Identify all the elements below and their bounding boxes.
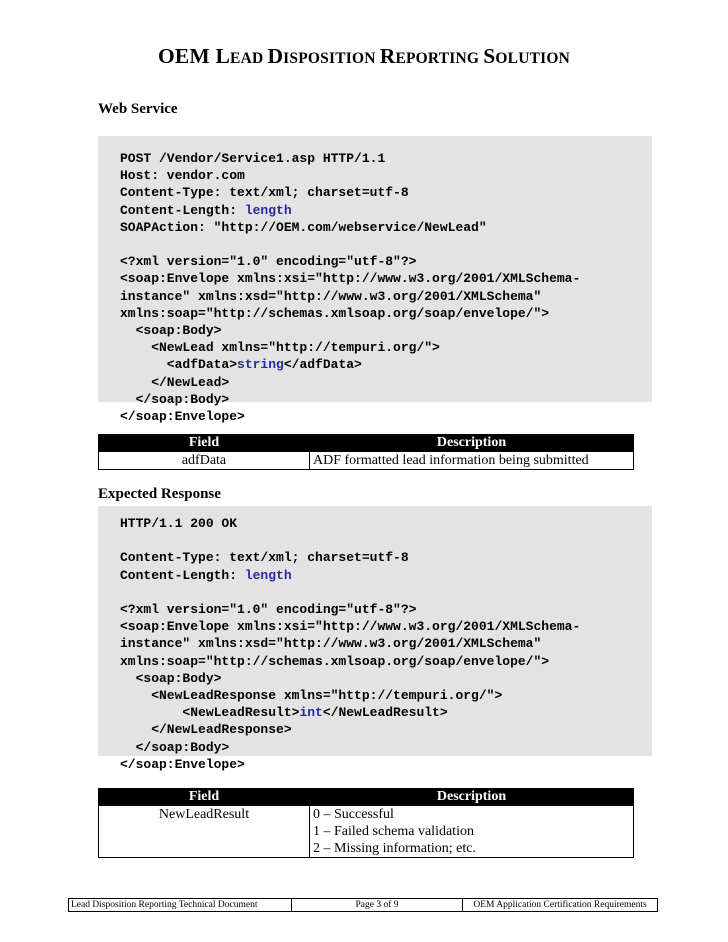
- code-line: SOAPAction: "http://OEM.com/webservice/NewLead": [120, 219, 487, 235]
- expected-response-heading: Expected Response: [98, 486, 221, 502]
- title-part: ISPOSITION: [283, 50, 380, 67]
- code-line: <NewLead xmlns="http://tempuri.org/">: [120, 340, 440, 356]
- code-line: xmlns:soap="http://schemas.xmlsoap.org/soap/envelope/">: [120, 305, 550, 321]
- title-part: OEM L: [157, 44, 231, 68]
- request-field-table: [98, 434, 634, 470]
- code-line: xmlns:soap="http://schemas.xmlsoap.org/soap/envelope/">: [120, 653, 550, 669]
- code-line: <soap:Body>: [120, 323, 222, 339]
- table-cell-field: adfData: [99, 452, 310, 470]
- code-line: <soap:Envelope xmlns:xsi="http://www.w3.org/2001/XMLSchema-: [120, 619, 581, 635]
- code-line: Host: vendor.com: [120, 168, 245, 184]
- code-line: Content-Length:: [120, 202, 245, 218]
- table-row: [99, 452, 634, 470]
- result-code-line: 0 – Successful: [313, 807, 394, 822]
- code-line: </NewLead>: [120, 374, 230, 390]
- code-line: <soap:Envelope xmlns:xsi="http://www.w3.org/2001/XMLSchema-: [120, 271, 581, 287]
- title-part: EAD: [230, 50, 268, 67]
- result-code-line: 2 – Missing information; etc.: [313, 841, 476, 856]
- table-cell-description: ADF formatted lead information being submitted: [310, 452, 634, 470]
- code-keyword: int: [299, 705, 323, 721]
- code-line: </soap:Envelope>: [120, 756, 245, 772]
- code-line: <soap:Body>: [120, 670, 222, 686]
- table-cell-field: NewLeadResult: [99, 806, 310, 858]
- title-part: R: [379, 44, 396, 68]
- code-line: <?xml version="1.0" encoding="utf-8"?>: [120, 602, 417, 618]
- code-line: Content-Length:: [120, 567, 245, 583]
- code-line: instance" xmlns:xsd="http://www.w3.org/2001/XMLSchema": [120, 636, 542, 652]
- title-part: D: [267, 44, 284, 68]
- web-service-heading: Web Service: [98, 101, 178, 117]
- table-cell-description: [310, 806, 634, 858]
- code-line: HTTP/1.1 200 OK: [120, 516, 238, 531]
- code-line: POST /Vendor/Service1.asp HTTP/1.1: [120, 151, 386, 166]
- table-row: [99, 806, 634, 858]
- table-header-description: Description: [310, 435, 634, 452]
- code-line: Content-Type: text/xml; charset=utf-8: [120, 550, 409, 566]
- code-line: </NewLeadResult>: [322, 705, 448, 721]
- request-code: [120, 150, 580, 425]
- title-part: S: [483, 44, 496, 68]
- code-line: <NewLeadResponse xmlns="http://tempuri.org/">: [120, 688, 503, 704]
- code-keyword: length: [244, 202, 292, 218]
- footer-page-number: Page 3 of 9: [292, 898, 463, 912]
- page-footer: [68, 898, 658, 912]
- code-line: </adfData>: [283, 357, 362, 373]
- code-keyword: length: [244, 567, 292, 583]
- code-line: Content-Type: text/xml; charset=utf-8: [120, 185, 409, 201]
- response-code-block: [98, 506, 652, 772]
- code-line: </soap:Body>: [120, 739, 230, 755]
- title-part: EPORTING: [395, 50, 484, 67]
- code-keyword: string: [237, 357, 284, 373]
- result-code-line: 1 – Failed schema validation: [313, 824, 474, 839]
- table-header-field: Field: [99, 435, 310, 452]
- footer-document-title: Lead Disposition Reporting Technical Document: [68, 898, 292, 912]
- code-line: instance" xmlns:xsd="http://www.w3.org/2001/XMLSchema": [120, 288, 542, 304]
- response-code: [120, 515, 580, 773]
- code-line: </soap:Envelope>: [120, 409, 245, 425]
- code-line: </soap:Body>: [120, 391, 230, 407]
- page-title: [0, 44, 728, 69]
- code-line: </NewLeadResponse>: [120, 722, 292, 738]
- code-line: <?xml version="1.0" encoding="utf-8"?>: [120, 254, 417, 270]
- footer-section-title: OEM Application Certification Requirements: [463, 898, 658, 912]
- code-line: <adfData>: [120, 357, 238, 373]
- code-line: <NewLeadResult>: [120, 705, 300, 721]
- table-header-description: Description: [310, 789, 634, 806]
- response-field-table: [98, 788, 634, 858]
- title-part: OLUTION: [495, 50, 571, 67]
- request-code-block: [98, 136, 652, 425]
- table-header-field: Field: [99, 789, 310, 806]
